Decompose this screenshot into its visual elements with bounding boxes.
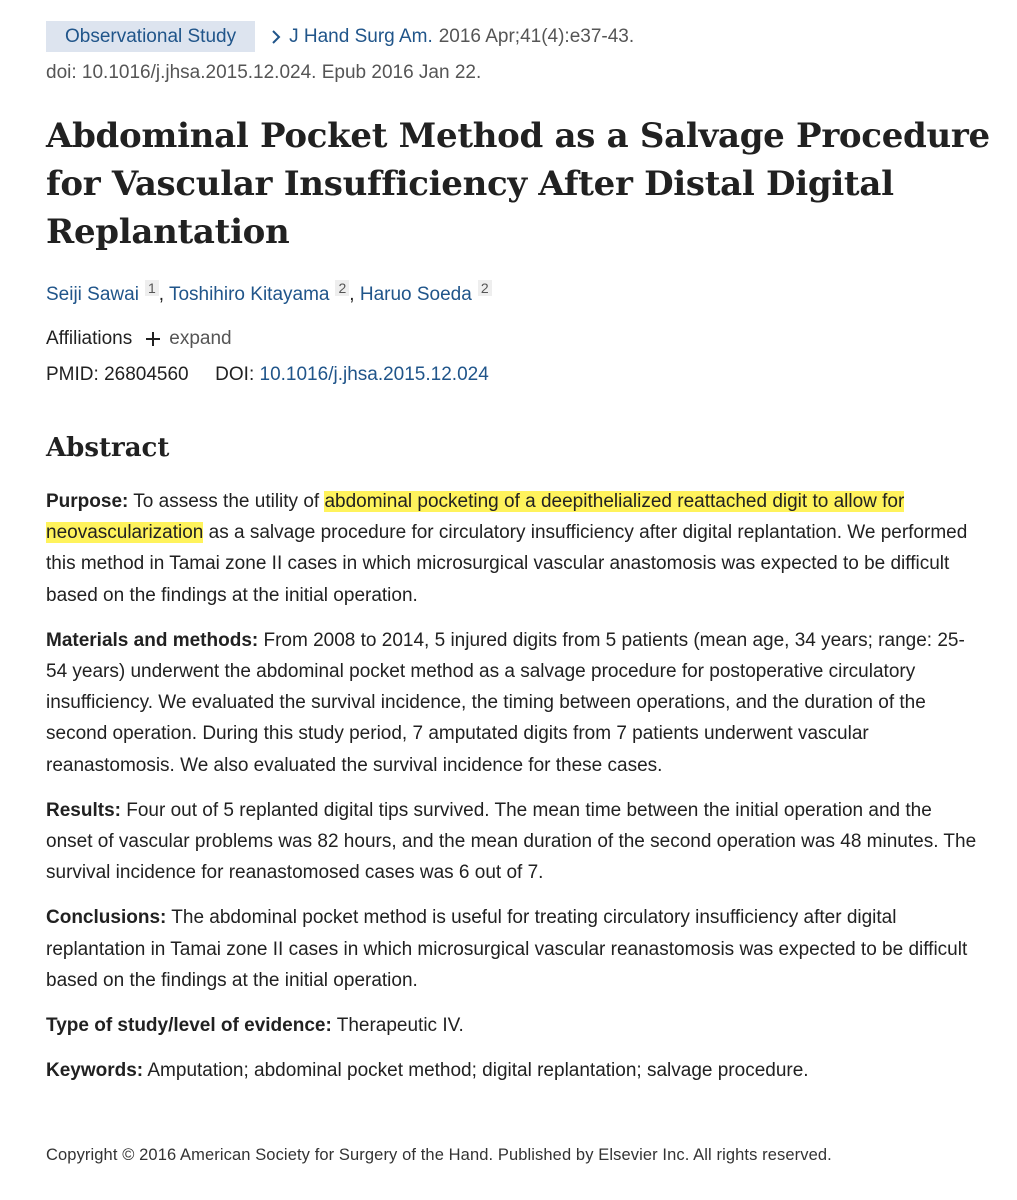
publication-meta: [46, 21, 634, 52]
affiliation-number[interactable]: 2: [335, 280, 349, 296]
affiliations-label: Affiliations: [46, 328, 133, 349]
author-separator: ,: [349, 284, 360, 305]
pmid-value: 26804560: [104, 364, 189, 385]
section-label: Purpose:: [46, 491, 129, 512]
abstract-body: [46, 486, 981, 1100]
doi-epub-line: doi: 10.1016/j.jhsa.2015.12.024. Epub 2016 Jan 22.: [46, 62, 482, 83]
author-separator: ,: [158, 284, 169, 305]
methods-text: From 2008 to 2014, 5 injured digits from 5 patients (mean age, 34 years; range: 25-54 years) underwent the abdominal pocket method as a salvage procedure for postoperative circulatory insufficiency. We evaluated the survival incidence, the timing between operations, and the duration of the second operation. During this study period, 7 amputated digits from 7 patients underwent vascular reanastomosis. We also evaluated the survival incidence for these cases.: [46, 629, 965, 776]
section-label: Results:: [46, 799, 121, 821]
study-type-text: Therapeutic IV.: [336, 1015, 464, 1037]
conclusions-text: The abdominal pocket method is useful for treating circulatory insufficiency after digital replantation in Tamai zone II cases in which microsurgical vascular reanastomosis was expected to be difficult based on the findings at the initial operation.: [46, 907, 968, 991]
highlighted-text: abdominal pocketing of a deepithelialized reattached digit to allow for neovascularization: [46, 491, 905, 544]
affiliation-number[interactable]: 1: [145, 280, 159, 296]
keywords-label: Keywords:: [46, 1060, 144, 1082]
keywords: [46, 1055, 981, 1086]
section-label: Conclusions:: [46, 907, 167, 929]
abstract-results: [46, 795, 981, 889]
author-link[interactable]: Seiji Sawai: [46, 284, 139, 305]
copyright-notice: Copyright © 2016 American Society for Surgery of the Hand. Published by Elsevier Inc. All rights reserved.: [46, 1146, 832, 1164]
doi-link[interactable]: 10.1016/j.jhsa.2015.12.024: [259, 364, 489, 385]
pmid-label: PMID:: [46, 364, 99, 385]
author-link[interactable]: Haruo Soeda: [359, 284, 472, 305]
expand-label[interactable]: expand: [169, 328, 232, 349]
plus-icon: [146, 332, 160, 346]
abstract-study-type: [46, 1010, 981, 1041]
purpose-text-continued: as a salvage procedure for circulatory insufficiency after digital replantation. We performed this method in Tamai zone II cases in which microsurgical vascular anastomosis was expected to be difficult based on the findings at the initial operation.: [46, 522, 968, 606]
section-label: Type of study/level of evidence:: [46, 1015, 332, 1037]
affiliation-number[interactable]: 2: [478, 280, 492, 296]
author-link[interactable]: Toshihiro Kitayama: [168, 284, 330, 305]
results-text: Four out of 5 replanted digital tips survived. The mean time between the initial operation and the onset of vascular problems was 82 hours, and the mean duration of the second operation was 48 minutes. The survival incidence for reanastomosed cases was 6 out of 7.: [46, 799, 977, 884]
authors-list: [46, 280, 492, 306]
abstract-heading: Abstract: [46, 433, 170, 463]
citation-text: 2016 Apr;41(4):e37-43.: [438, 25, 635, 47]
article-type-badge[interactable]: Observational Study: [46, 21, 255, 52]
keywords-text: Amputation; abdominal pocket method; digital replantation; salvage procedure.: [147, 1060, 809, 1082]
section-label: Materials and methods:: [46, 629, 259, 651]
chevron-right-icon: [269, 29, 283, 45]
article-title: Abdominal Pocket Method as a Salvage Procedure for Vascular Insufficiency After Distal Digital Replantation: [46, 116, 990, 252]
affiliations-toggle[interactable]: [46, 328, 232, 350]
purpose-text: To assess the utility of: [133, 491, 320, 512]
identifiers: [46, 364, 489, 386]
abstract-methods: [46, 625, 981, 781]
abstract-conclusions: [46, 902, 981, 996]
abstract-purpose: [46, 486, 981, 611]
doi-label: DOI:: [215, 364, 255, 385]
journal-link[interactable]: J Hand Surg Am.: [289, 25, 433, 47]
